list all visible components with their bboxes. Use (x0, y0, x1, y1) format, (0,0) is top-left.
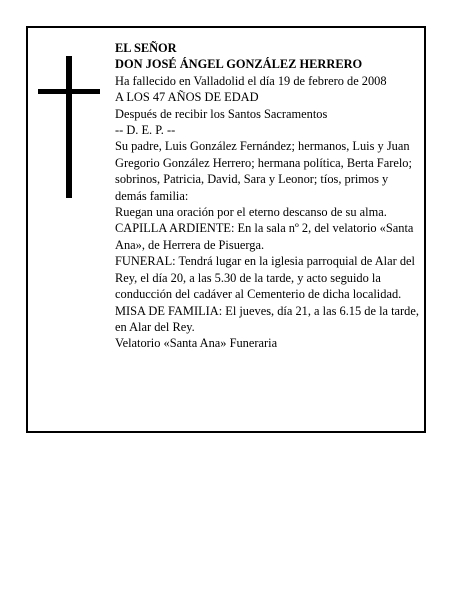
notice-text (115, 40, 421, 352)
age-line: A LOS 47 AÑOS DE EDAD (115, 90, 259, 105)
death-place-date: Ha fallecido en Valladolid el día 19 de febrero de 2008 (115, 73, 387, 88)
family-mass-info: MISA DE FAMILIA: El jueves, día 21, a las 6.15 de la tarde, en Alar del Rey. (115, 303, 419, 334)
latin-cross-icon (38, 56, 100, 198)
rip-line: -- D. E. P. -- (115, 123, 176, 138)
deceased-name: DON JOSÉ ÁNGEL GONZÁLEZ HERRERO (115, 57, 363, 72)
family-list: Su padre, Luis González Fernández; hermanos, Luis y Juan Gregorio González Herrero; hermana política, Berta Farelo; sobrinos, Patricia, David, Sara y Leonor; tíos, primos y demás familia: (115, 139, 412, 203)
notice-title: EL SEÑOR (115, 41, 177, 55)
obituary-notice (26, 26, 426, 433)
chapel-info: CAPILLA ARDIENTE: En la sala nº 2, del velatorio «Santa Ana», de Herrera de Pisuerga. (115, 221, 414, 252)
cross-vertical-bar (66, 56, 72, 198)
funeral-home: Velatorio «Santa Ana» Funeraria (115, 336, 278, 351)
cross-horizontal-bar (38, 89, 100, 94)
sacraments-line: Después de recibir los Santos Sacramentos (115, 106, 328, 121)
funeral-info: FUNERAL: Tendrá lugar en la iglesia parroquial de Alar del Rey, el día 20, a las 5.30 de la tarde, y acto seguido la conducción del cadáver al Cementerio de dicha localidad. (115, 254, 415, 302)
prayer-request: Ruegan una oración por el eterno descanso de su alma. (115, 205, 387, 220)
